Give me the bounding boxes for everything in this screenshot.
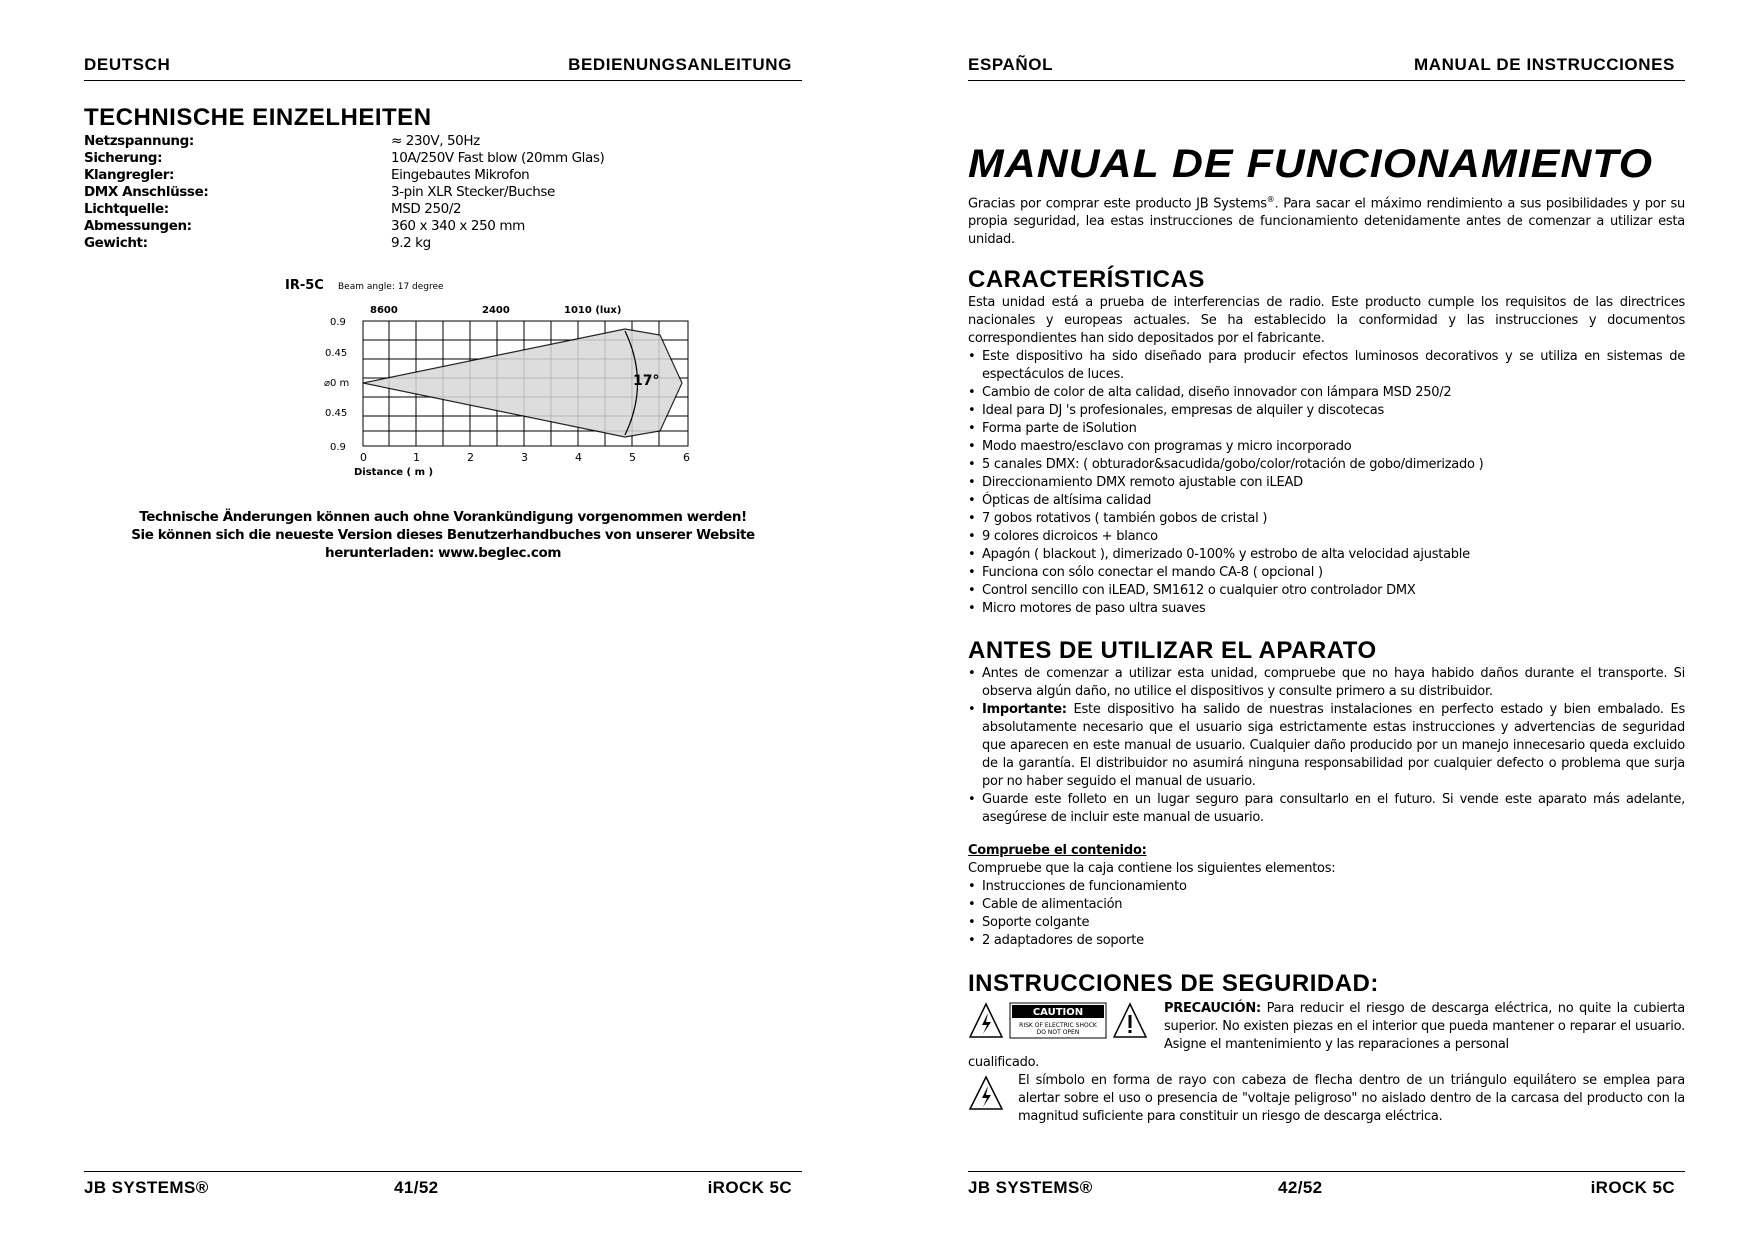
lux-label: 1010 (lux) (564, 305, 622, 316)
list-item: • Instrucciones de funcionamiento (968, 878, 1685, 896)
spec-row (84, 133, 784, 150)
list-item: • Ópticas de altísima calidad (968, 492, 1685, 510)
x-tick-label: 3 (521, 451, 528, 464)
list-item: • Direccionamiento DMX remoto ajustable con iLEAD (968, 474, 1685, 492)
page-header (84, 52, 802, 81)
spec-row (84, 235, 784, 252)
intro-paragraph (968, 191, 1685, 249)
y-tick-label: 0.45 (325, 348, 348, 359)
footer-model: iROCK 5C (707, 1178, 792, 1197)
list-item: • Control sencillo con iLEAD, SM1612 o cualquier otro controlador DMX (968, 582, 1685, 600)
contents-intro: Compruebe que la caja contiene los siguientes elementos: (968, 861, 1336, 876)
footer-brand: JB SYSTEMS® (968, 1178, 1093, 1197)
list-item: • Forma parte de iSolution (968, 420, 1685, 438)
main-title: MANUAL DE FUNCIONAMIENTO (968, 142, 1654, 186)
diagram-model: IR-5C (285, 278, 324, 293)
lux-label: 2400 (482, 305, 510, 316)
y-tick-label: ⌀0 m (324, 378, 350, 389)
y-tick-label: 0.45 (325, 408, 348, 419)
spec-key: Klangregler: (84, 167, 174, 183)
spec-value: 9.2 kg (391, 235, 431, 251)
caution-label-text: CAUTION (1032, 1007, 1084, 1018)
registered-mark: ® (1266, 195, 1275, 204)
features-section (968, 294, 1685, 618)
spec-value: Eingebautes Mikrofon (391, 167, 530, 183)
list-item: • Micro motores de paso ultra suaves (968, 600, 1685, 618)
x-tick-label: 5 (629, 451, 636, 464)
beam-angle-diagram (220, 265, 720, 485)
intro-text: Gracias por comprar este producto JB Systems (968, 196, 1267, 212)
left-page (84, 0, 802, 1240)
spec-key: Abmessungen: (84, 218, 192, 234)
spec-key: Gewicht: (84, 235, 148, 251)
x-tick-label: 1 (413, 451, 420, 464)
section-title-before-use: ANTES DE UTILIZAR EL APARATO (968, 637, 1377, 664)
list-item: • Antes de comenzar a utilizar esta unidad, compruebe que no haya habido daños durante el transporte. Si observa algún daño, no utilice el dispositivos y consulte primero a su distribuidor. (968, 665, 1685, 701)
spec-row (84, 218, 784, 235)
footer-page-number: 42/52 (1278, 1178, 1323, 1197)
y-tick-label: 0.9 (330, 317, 346, 328)
section-title-features: CARACTERÍSTICAS (968, 266, 1205, 293)
list-item: • 7 gobos rotativos ( también gobos de cristal ) (968, 510, 1685, 528)
lux-label: 8600 (370, 305, 398, 316)
list-item: • Funciona con sólo conectar el mando CA-8 ( opcional ) (968, 564, 1685, 582)
list-item: • Este dispositivo ha sido diseñado para producir efectos luminosos decorativos y se utiliza en sistemas de espectáculos de luces. (968, 348, 1685, 384)
y-axis-labels (324, 317, 349, 453)
header-language: DEUTSCH (84, 55, 171, 74)
features-list (968, 348, 1685, 618)
section-title-technical: TECHNISCHE EINZELHEITEN (84, 104, 432, 131)
precaucion-paragraph (1164, 1000, 1685, 1054)
note-line: herunterladen: www.beglec.com (324, 545, 561, 561)
list-item: • Ideal para DJ 's profesionales, empresas de alquiler y discotecas (968, 402, 1685, 420)
spec-table (84, 133, 784, 252)
section-title-safety: INSTRUCCIONES DE SEGURIDAD: (968, 970, 1379, 997)
spec-row (84, 167, 784, 184)
y-tick-label: 0.9 (330, 442, 346, 453)
lightning-warning-icon (968, 1074, 1006, 1112)
spec-row (84, 184, 784, 201)
list-item: • Soporte colgante (968, 914, 1685, 932)
before-use-list (968, 665, 1685, 827)
caution-small-text: RISK OF ELECTRIC SHOCK (1019, 1022, 1097, 1029)
important-label: Importante: (982, 702, 1067, 717)
list-item: • 5 canales DMX: ( obturador&sacudida/gobo/color/rotación de gobo/dimerizado ) (968, 456, 1685, 474)
page-header (968, 52, 1685, 81)
features-intro: Esta unidad está a prueba de interferencias de radio. Este producto cumple los requisitos de las directrices nacionales y europeas actuales. Se ha establecido la conformidad y las instrucciones y documentos correspondientes han sido depositados por el fabricante. (968, 295, 1685, 346)
spec-key: Lichtquelle: (84, 201, 169, 217)
list-item: • Apagón ( blackout ), dimerizado 0-100% y estrobo de alta velocidad ajustable (968, 546, 1685, 564)
spec-row (84, 201, 784, 218)
caution-small-text: DO NOT OPEN (1036, 1029, 1080, 1036)
footer-model: iROCK 5C (1590, 1178, 1675, 1197)
header-title: BEDIENUNGSANLEITUNG (568, 55, 792, 74)
list-item: • 9 colores dicroicos + blanco (968, 528, 1685, 546)
page-footer (84, 1171, 802, 1197)
list-item (968, 701, 1685, 791)
spec-key: Netzspannung: (84, 133, 194, 149)
footer-page-number: 41/52 (394, 1178, 439, 1197)
spec-value: 10A/250V Fast blow (20mm Glas) (391, 150, 605, 166)
x-tick-label: 6 (683, 451, 690, 464)
spec-value: ≈ 230V, 50Hz (391, 133, 480, 149)
list-item: • Cable de alimentación (968, 896, 1685, 914)
spec-value: 3-pin XLR Stecker/Buchse (391, 184, 555, 200)
footer-brand: JB SYSTEMS® (84, 1178, 209, 1197)
diagram-beam-label: Beam angle: 17 degree (338, 282, 444, 292)
spec-row (84, 150, 784, 167)
page-footer (968, 1171, 1685, 1197)
x-axis-title: Distance ( m ) (354, 467, 434, 478)
list-item: • Cambio de color de alta calidad, diseño innovador con lámpara MSD 250/2 (968, 384, 1685, 402)
angle-label: 17° (633, 373, 660, 389)
precaucion-label: PRECAUCIÓN: (1164, 1001, 1261, 1016)
before-use-section (968, 665, 1685, 827)
list-item: • Guarde este folleto en un lugar seguro para consultarlo en el futuro. Si vende este aparato más adelante, asegúrese de incluir este manual de usuario. (968, 791, 1685, 827)
spec-value: 360 x 340 x 250 mm (391, 218, 525, 234)
x-tick-label: 4 (575, 451, 582, 464)
important-text: Este dispositivo ha salido de nuestras instalaciones en perfecto estado y bien embalado. Es absolutamente necesario que el usuario siga estrictamente estas instrucciones y advertencias de seguridad que aparecen en este manual de usuario. Cualquier daño producido por un manejo innecesario queda excluido de la garantía. El distribuidor no asumirá ninguna responsabilidad por cualquier defecto o problema que surja por no haber seguido el manual de usuario. (982, 702, 1685, 789)
contents-title: Compruebe el contenido: (968, 843, 1147, 858)
contents-section (968, 842, 1685, 950)
x-tick-label: 0 (360, 451, 367, 464)
caution-label-icon (968, 1001, 1158, 1041)
precaucion-tail: cualificado. (968, 1055, 1039, 1070)
technical-note (84, 508, 802, 562)
spec-value: MSD 250/2 (391, 201, 462, 217)
right-page (968, 0, 1685, 1240)
lightning-symbol-paragraph: El símbolo en forma de rayo con cabeza de flecha dentro de un triángulo equilátero se emplea para alertar sobre el uso o presencia de "voltaje peligroso" no aislado dentro de la carcasa del producto con la magnitud suficiente para constituir un riesgo de descarga eléctrica. (1018, 1073, 1685, 1124)
spec-key: DMX Anschlüsse: (84, 184, 209, 200)
contents-list (968, 878, 1685, 950)
intro-text: . Para sacar el máximo rendimiento a sus posibilidades y por su propia seguridad, lea estas instrucciones de funcionamiento detenidamente antes de comenzar a utilizar esta unidad. (968, 196, 1685, 248)
header-title: MANUAL DE INSTRUCCIONES (1414, 55, 1675, 74)
list-item: • Modo maestro/esclavo con programas y micro incorporado (968, 438, 1685, 456)
note-line: Sie können sich die neueste Version dieses Benutzerhandbuches von unserer Website (131, 527, 755, 543)
x-axis-labels (360, 451, 690, 464)
list-item: • 2 adaptadores de soporte (968, 932, 1685, 950)
spec-key: Sicherung: (84, 150, 163, 166)
x-tick-label: 2 (467, 451, 474, 464)
precaucion-text: Para reducir el riesgo de descarga eléctrica, no quite la cubierta superior. No existen piezas en el interior que pueda mantener o reparar el usuario. Asigne el mantenimiento y las reparaciones a personal (1164, 1001, 1685, 1052)
note-line: Technische Änderungen können auch ohne Vorankündigung vorgenommen werden! (139, 509, 747, 525)
header-language: ESPAÑOL (968, 55, 1054, 74)
